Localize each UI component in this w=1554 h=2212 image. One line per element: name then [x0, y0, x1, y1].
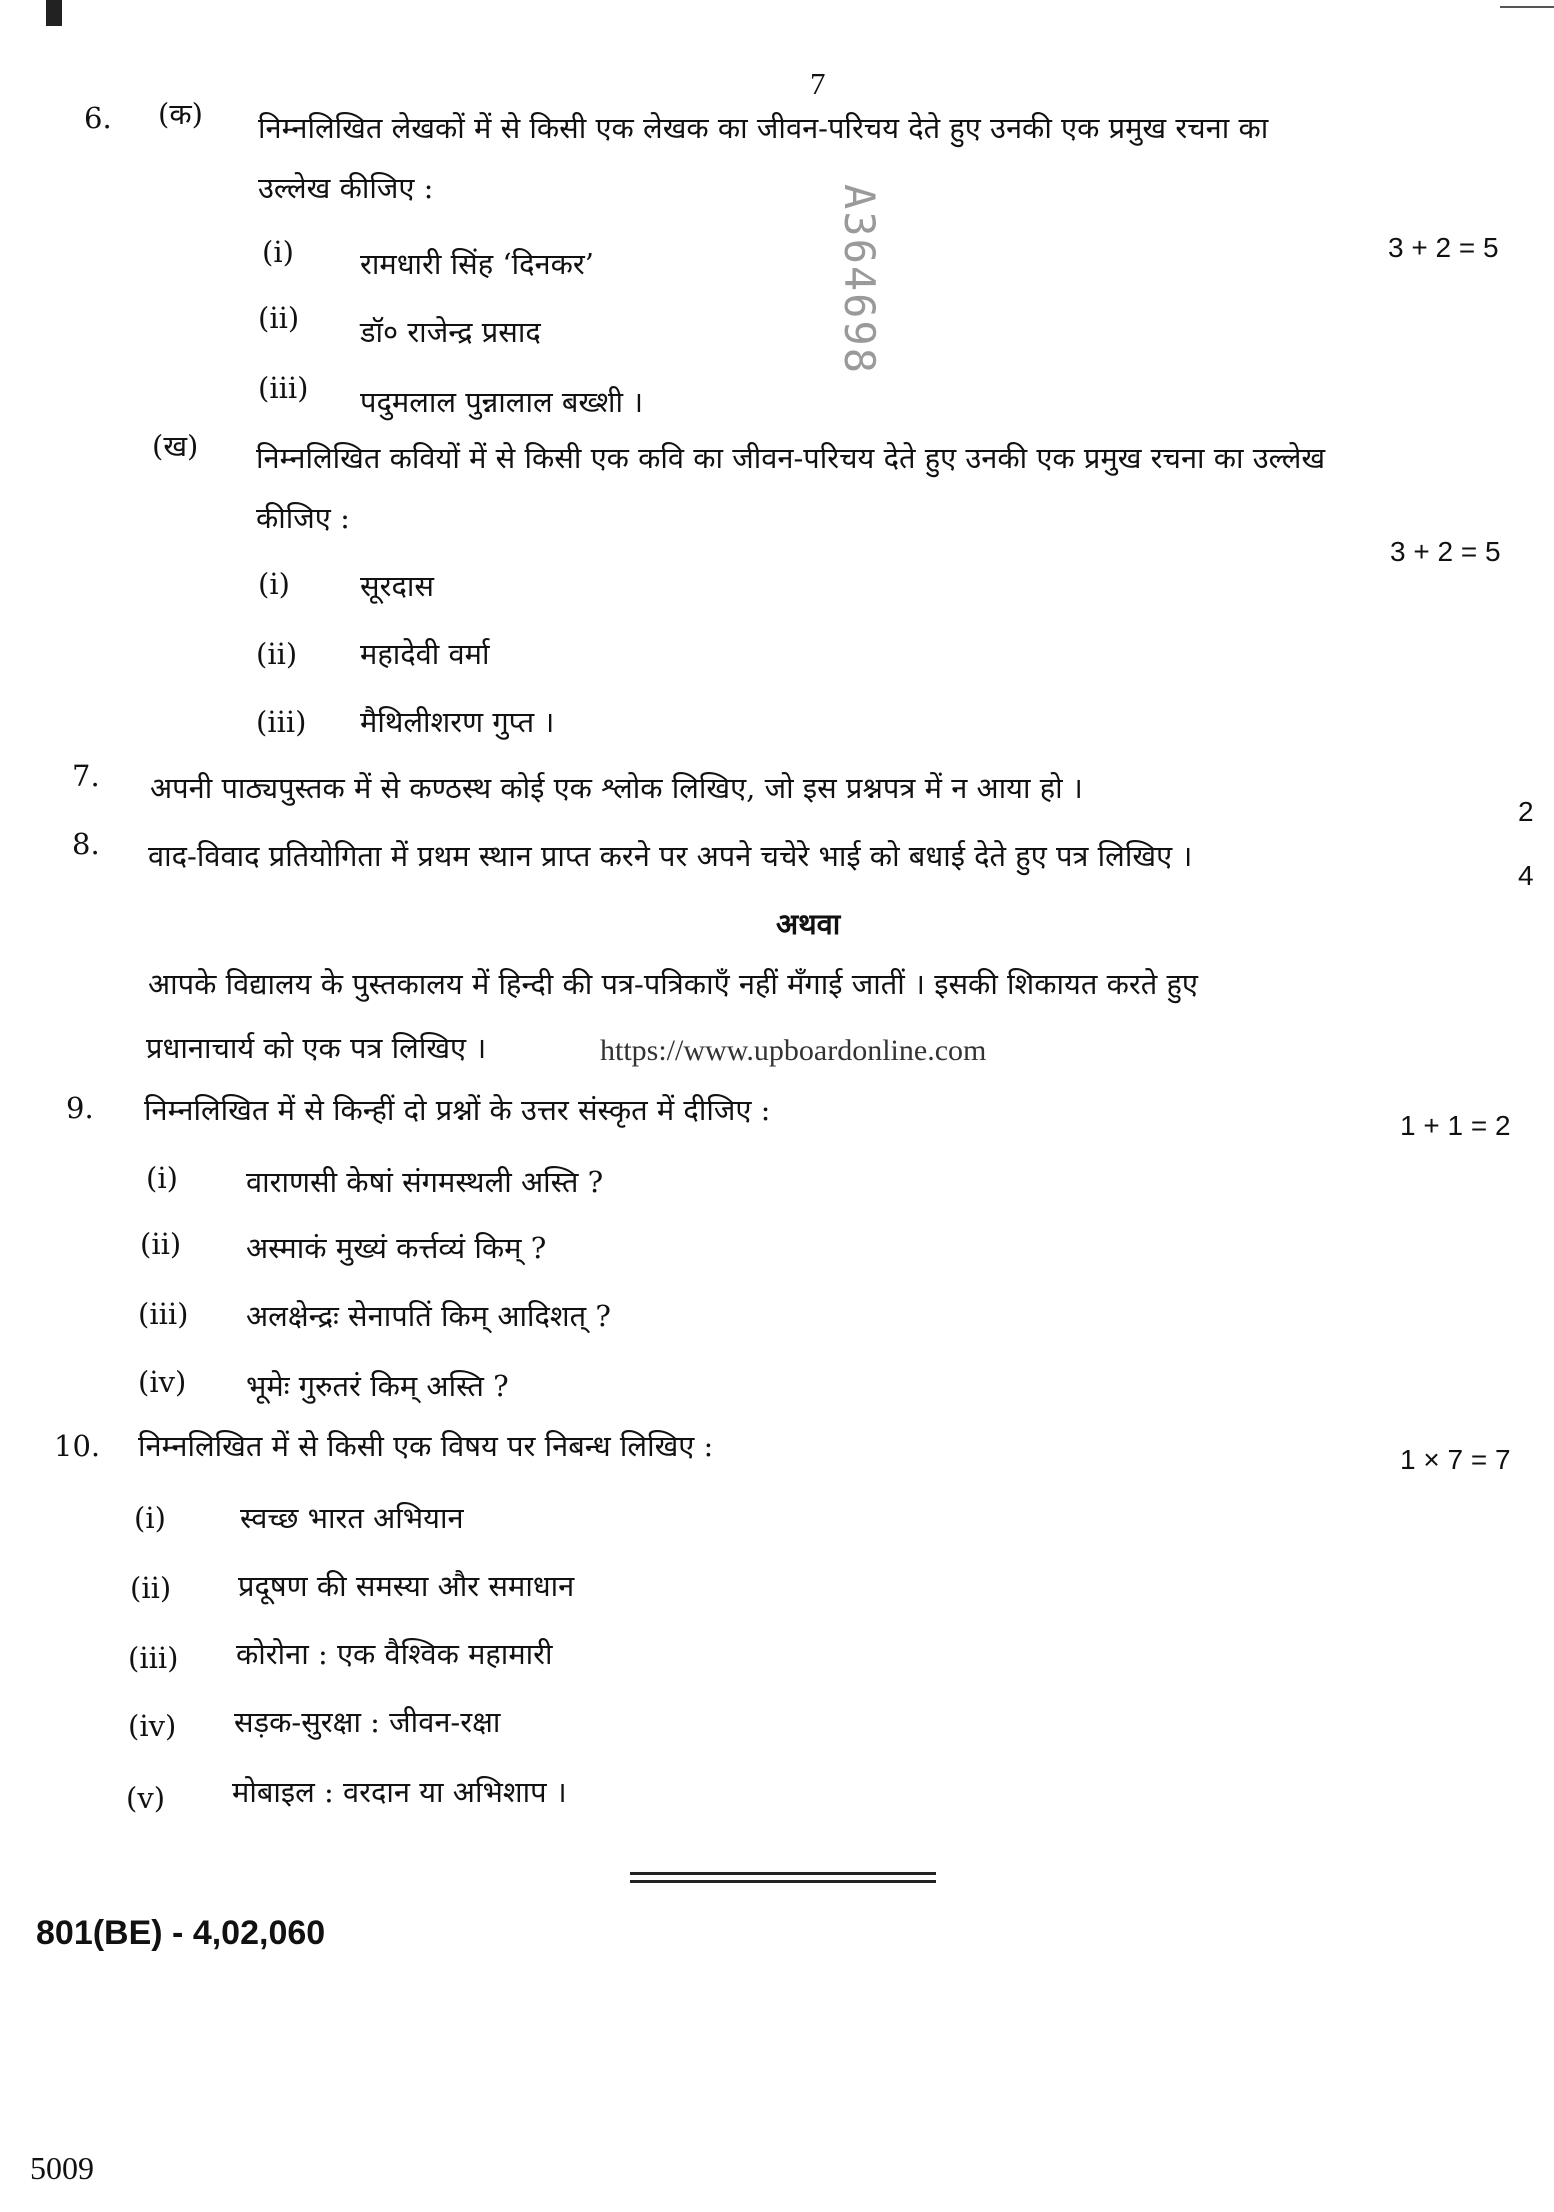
q9-option-text: भूमेः गुरुतरं किम् अस्ति ? [246, 1369, 509, 1403]
q6a-label: (क) [158, 97, 203, 131]
q6a-option-text: पदुमलाल पुन्नालाल बख्शी । [360, 385, 644, 419]
q10-option-text: कोरोना : एक वैश्विक महामारी [236, 1637, 553, 1671]
q6a-option-text: रामधारी सिंह ‘दिनकर’ [360, 247, 594, 281]
q6a-option-label: (i) [262, 235, 294, 269]
footer-serial: 5009 [30, 2150, 94, 2186]
q6b-option-text: सूरदास [360, 569, 434, 603]
q10-number: 10. [54, 1429, 101, 1463]
q9-text: निम्नलिखित में से किन्हीं दो प्रश्नों के उत्तर संस्कृत में दीजिए : [144, 1093, 771, 1127]
q9-option-text: अस्माकं मुख्यं कर्त्तव्यं किम् ? [246, 1231, 547, 1265]
q9-option-label: (i) [146, 1161, 178, 1195]
q8-alt-line2: प्रधानाचार्य को एक पत्र लिखिए । [146, 1031, 487, 1065]
q6b-option-text: महादेवी वर्मा [360, 637, 490, 671]
q6b-label: (ख) [152, 429, 199, 463]
q10-option-label: (i) [134, 1501, 166, 1535]
q6b-text-line1: निम्नलिखित कवियों में से किसी एक कवि का जीवन-परिचय देते हुए उनकी एक प्रमुख रचना का उल्लेख [256, 441, 1326, 475]
scan-top-line [1500, 6, 1554, 8]
q6b-option-label: (iii) [256, 705, 307, 739]
q10-option-text: स्वच्छ भारत अभियान [240, 1501, 464, 1535]
q8-marks: 4 [1518, 860, 1534, 891]
q6a-marks: 3 + 2 = 5 [1388, 232, 1499, 263]
end-rule-top [630, 1872, 936, 1875]
q9-marks: 1 + 1 = 2 [1400, 1110, 1511, 1141]
q10-option-label: (iv) [128, 1709, 177, 1743]
q6b-option-label: (i) [258, 567, 290, 601]
q10-marks: 1 × 7 = 7 [1400, 1444, 1511, 1475]
q10-option-text: प्रदूषण की समस्या और समाधान [238, 1569, 575, 1603]
stamp-number: A364698 [835, 184, 884, 376]
q7-marks: 2 [1518, 796, 1534, 827]
q9-option-label: (ii) [140, 1227, 182, 1261]
q8-or-label: अथवा [776, 907, 841, 941]
q6b-text-line2: कीजिए : [256, 501, 350, 535]
scan-corner-mark [46, 0, 62, 26]
q10-option-text: मोबाइल : वरदान या अभिशाप । [232, 1775, 567, 1809]
q7-number: 7. [72, 759, 100, 793]
q6a-option-label: (iii) [258, 371, 309, 405]
q10-option-label: (ii) [130, 1571, 172, 1605]
q10-option-label: (v) [126, 1781, 166, 1815]
q6a-text-line2: उल्लेख कीजिए : [258, 171, 434, 205]
q10-option-text: सड़क-सुरक्षा : जीवन-रक्षा [234, 1705, 501, 1739]
q8-text: वाद-विवाद प्रतियोगिता में प्रथम स्थान प्राप्त करने पर अपने चचेरे भाई को बधाई देते हुए पत्र लिखिए । [148, 839, 1193, 873]
q9-option-label: (iv) [138, 1365, 187, 1399]
q6a-text-line1: निम्नलिखित लेखकों में से किसी एक लेखक का जीवन-परिचय देते हुए उनकी एक प्रमुख रचना का [258, 111, 1269, 145]
q6b-marks: 3 + 2 = 5 [1390, 536, 1501, 567]
q8-alt-line1: आपके विद्यालय के पुस्तकालय में हिन्दी की पत्र-पत्रिकाएँ नहीं मँगाई जातीं । इसकी शिकायत करते हुए [148, 967, 1198, 1001]
q6b-option-label: (ii) [256, 637, 298, 671]
q9-option-text: अलक्षेन्द्रः सेनापतिं किम् आदिशत् ? [246, 1299, 611, 1333]
q6b-option-text: मैथिलीशरण गुप्त । [360, 705, 555, 739]
q6a-option-label: (ii) [258, 301, 300, 335]
q8-url: https://www.upboardonline.com [600, 1034, 987, 1067]
q9-option-text: वाराणसी केषां संगमस्थली अस्ति ? [246, 1165, 604, 1199]
footer-code: 801(BE) - 4,02,060 [36, 1914, 326, 1952]
end-rule-bottom [630, 1880, 936, 1883]
q6-number: 6. [84, 101, 112, 135]
q7-text: अपनी पाठ्यपुस्तक में से कण्ठस्थ कोई एक श्लोक लिखिए, जो इस प्रश्नपत्र में न आया हो । [150, 771, 1083, 805]
q6a-option-text: डॉ० राजेन्द्र प्रसाद [360, 315, 541, 349]
q8-number: 8. [72, 827, 100, 861]
q10-text: निम्नलिखित में से किसी एक विषय पर निबन्ध लिखिए : [138, 1429, 714, 1463]
q10-option-label: (iii) [128, 1641, 179, 1675]
page-number: 7 [810, 66, 826, 101]
q9-option-label: (iii) [138, 1297, 189, 1331]
q9-number: 9. [66, 1091, 94, 1125]
